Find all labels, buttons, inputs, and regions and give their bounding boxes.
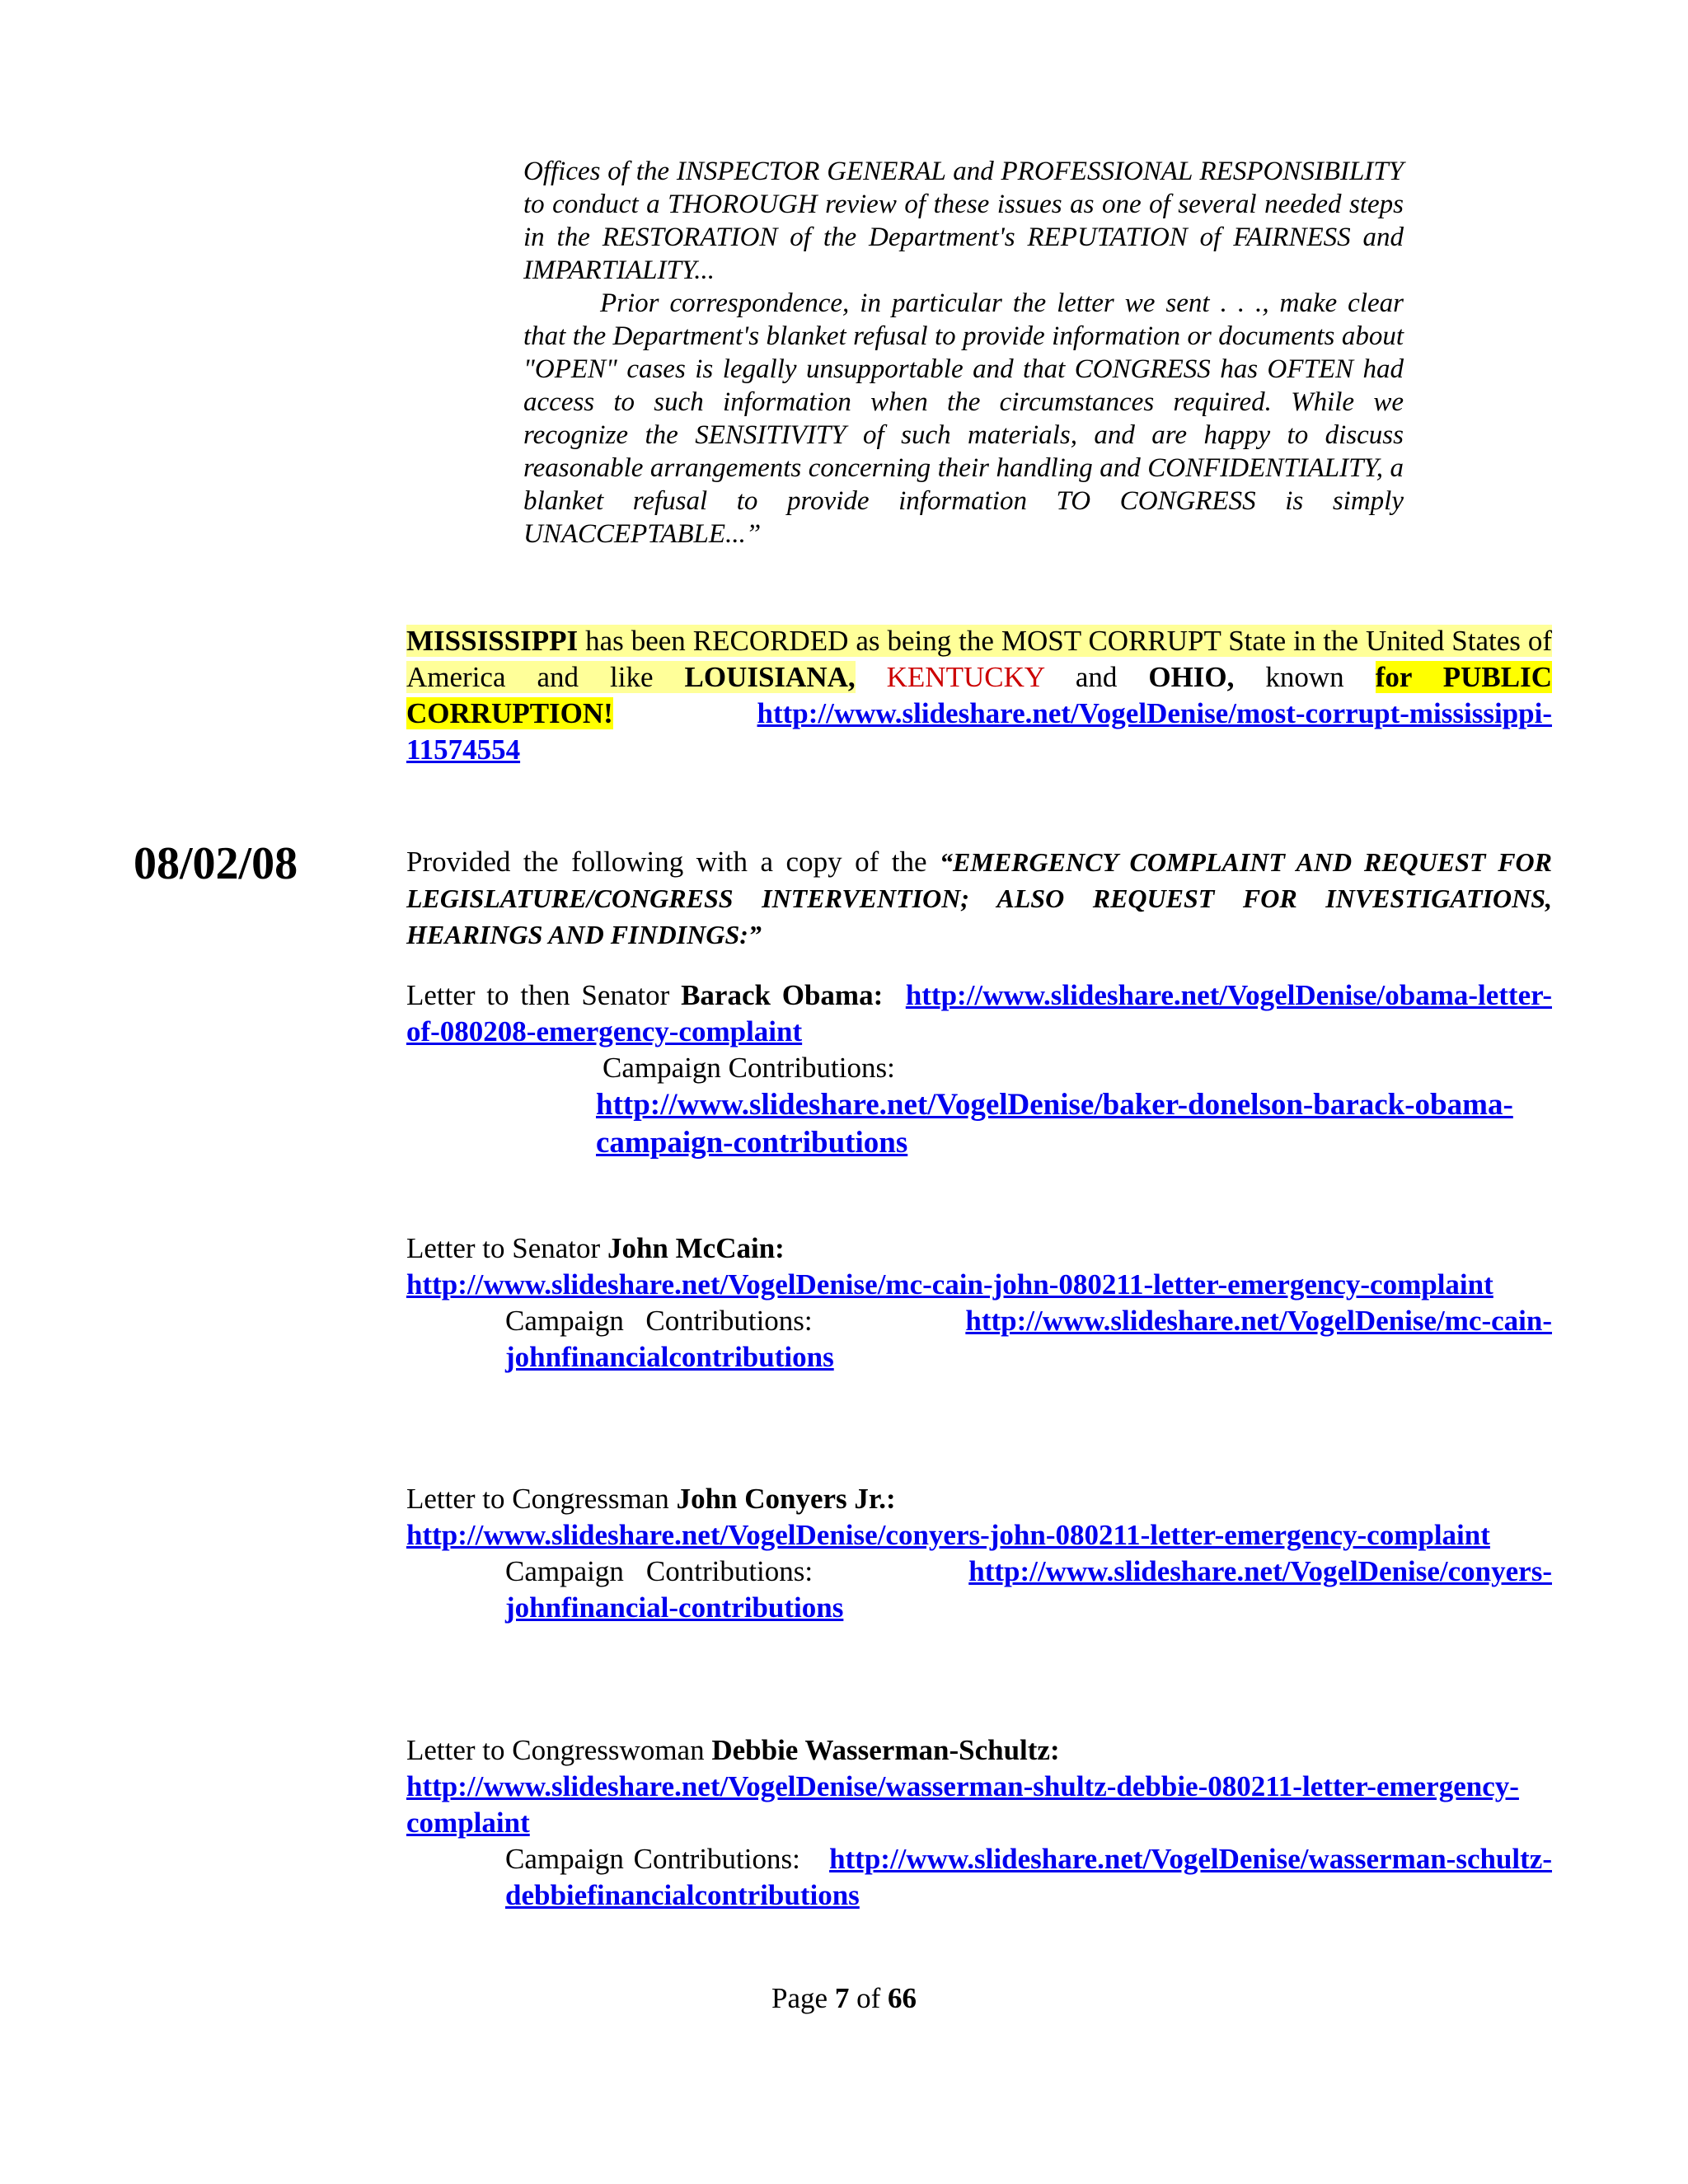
- complaint-title: “EMERGENCY COMPLAINT AND REQUEST FOR LEGISLATURE/CONGRESS INTERVENTION; ALSO REQUEST FOR INVESTIGATIONS, HEARINGS AND FINDINGS:”: [406, 847, 1553, 949]
- wasserman-prefix: Letter to Congresswoman: [406, 1734, 712, 1766]
- conyers-letter: [406, 1481, 1552, 1626]
- mccain-contrib-label: Campaign Contributions:: [505, 1305, 813, 1337]
- entry-date: 08/02/08: [134, 838, 298, 889]
- entry-intro: [406, 844, 1552, 953]
- mississippi-paragraph: [406, 623, 1552, 768]
- mccain-contrib-link[interactable]: http://www.slideshare.net/VogelDenise/mc-cain-johnfinancialcontributions: [505, 1305, 1552, 1373]
- wasserman-letter: [406, 1732, 1552, 1914]
- most-corrupt-link[interactable]: http://www.slideshare.net/VogelDenise/most-corrupt-mississippi-11574554: [406, 697, 1552, 766]
- obama-letter: [406, 977, 1552, 1162]
- quote-paragraph-1: Offices of the INSPECTOR GENERAL and PROFESSIONAL RESPONSIBILITY to conduct a THOROUGH review of these issues as one of several needed steps in the RESTORATION of the Department's REPUTATION of FAIRNESS and IMPARTIALITY...: [523, 157, 1404, 285]
- obama-name: Barack Obama:: [681, 979, 884, 1011]
- obama-contrib-link[interactable]: http://www.slideshare.net/VogelDenise/baker-donelson-barack-obama-campaign-contributions: [596, 1088, 1513, 1160]
- conyers-contrib-link[interactable]: http://www.slideshare.net/VogelDenise/conyers-johnfinancial-contributions: [505, 1555, 1552, 1624]
- obama-prefix: Letter to then Senator: [406, 979, 682, 1011]
- known-text: known: [1234, 661, 1376, 693]
- quote-paragraph-2: Prior correspondence, in particular the letter we sent . . ., make clear that the Department's blanket refusal to provide information or documents about "OPEN" cases is legally unsupportable and that CONGRESS has OFTEN had access to such information when the circumstances required. While we recognize the SENSITIVITY of such materials, and are happy to discuss reasonable arrangements concerning their handling and CONFIDENTIALITY, a blanket refusal to provide information TO CONGRESS is simply UNACCEPTABLE...”: [523, 288, 1404, 549]
- footer-page-number: 7: [834, 1982, 850, 2014]
- and-text: and: [1043, 661, 1149, 693]
- ohio-label: OHIO,: [1148, 661, 1235, 693]
- page-footer: [0, 1982, 1688, 2015]
- louisiana-label: LOUISIANA,: [684, 661, 856, 693]
- obama-contrib-label: Campaign Contributions:: [603, 1052, 895, 1084]
- mccain-letter-link[interactable]: http://www.slideshare.net/VogelDenise/mc-cain-john-080211-letter-emergency-complaint: [406, 1268, 1493, 1301]
- intro-text: Provided the following with a copy of the: [406, 846, 940, 878]
- public-corruption-label: for PUBLIC CORRUPTION!: [406, 661, 1552, 729]
- wasserman-contrib-link[interactable]: http://www.slideshare.net/VogelDenise/wasserman-schultz-debbiefinancialcontributions: [505, 1843, 1552, 1911]
- conyers-name: John Conyers Jr.:: [676, 1483, 896, 1515]
- mccain-letter: [406, 1230, 1552, 1376]
- footer-of-label: of: [849, 1982, 888, 2014]
- mccain-prefix: Letter to Senator: [406, 1232, 607, 1264]
- mccain-name: John McCain:: [607, 1232, 785, 1264]
- obama-letter-link[interactable]: http://www.slideshare.net/VogelDenise/obama-letter-of-080208-emergency-complaint: [406, 979, 1552, 1047]
- conyers-letter-link[interactable]: http://www.slideshare.net/VogelDenise/conyers-john-080211-letter-emergency-complaint: [406, 1519, 1490, 1551]
- mississippi-text: has been RECORDED as being the MOST CORRUPT State in the United States of America and like: [406, 625, 1552, 693]
- conyers-prefix: Letter to Congressman: [406, 1483, 677, 1515]
- block-quote: [523, 155, 1404, 551]
- mississippi-label: MISSISSIPPI: [406, 625, 579, 657]
- footer-page-label: Page: [771, 1982, 835, 2014]
- footer-page-total: 66: [887, 1982, 917, 2014]
- wasserman-contrib-label: Campaign Contributions:: [505, 1843, 800, 1875]
- wasserman-letter-link[interactable]: http://www.slideshare.net/VogelDenise/wasserman-shultz-debbie-080211-letter-emergency-complaint: [406, 1770, 1519, 1839]
- conyers-contrib-label: Campaign Contributions:: [505, 1555, 814, 1587]
- kentucky-label: KENTUCKY: [855, 661, 1044, 693]
- wasserman-name: Debbie Wasserman-Schultz:: [711, 1734, 1060, 1766]
